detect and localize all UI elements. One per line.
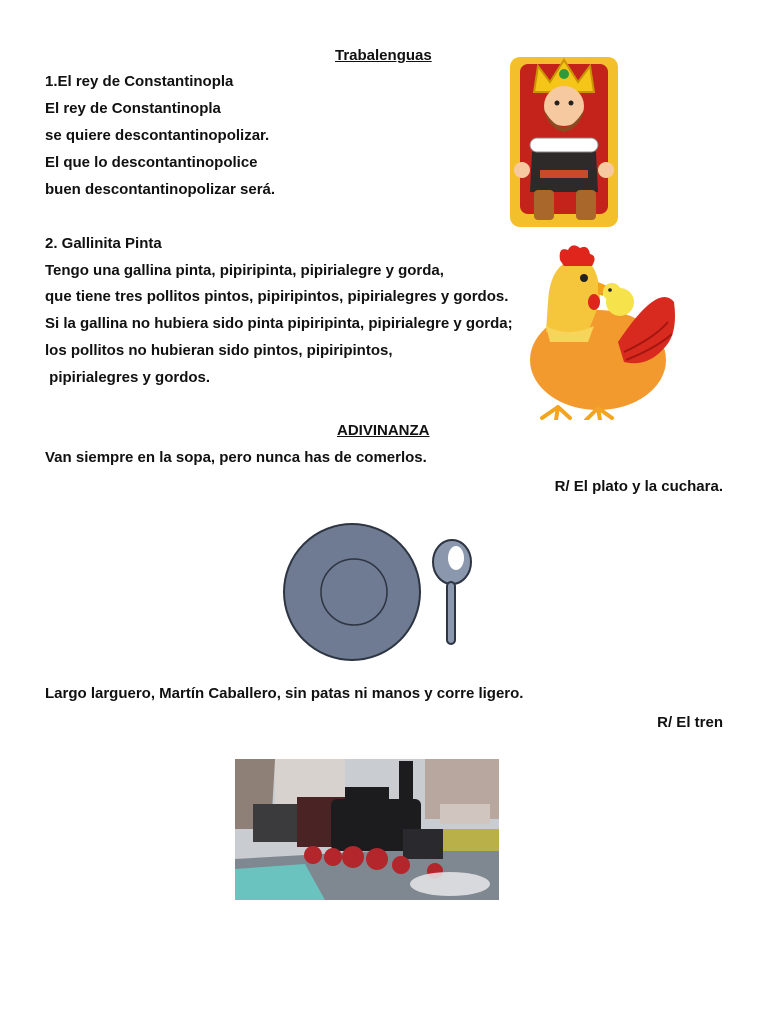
- plate-and-spoon-illustration: [280, 520, 480, 665]
- twister-1-line: 1.El rey de Constantinopla: [45, 73, 234, 90]
- twister-2-title: 2. Gallinita Pinta: [45, 235, 162, 252]
- twister-2-line: Tengo una gallina pinta, pipiripinta, pipirialegre y gorda,: [45, 262, 444, 279]
- train-photo: [235, 759, 499, 900]
- tongue-twisters-heading: Trabalenguas: [335, 47, 432, 64]
- twister-1-line: El que lo descontantinopolice: [45, 154, 258, 171]
- riddle-1-question: Van siempre en la sopa, pero nunca has de comerlos.: [45, 449, 427, 466]
- twister-2-line: que tiene tres pollitos pintos, pipiripintos, pipirialegres y gordos.: [45, 288, 509, 305]
- riddles-heading: ADIVINANZA: [337, 422, 430, 439]
- riddle-1-answer: R/ El plato y la cuchara.: [554, 478, 723, 495]
- riddle-2-answer: R/ El tren: [657, 714, 723, 731]
- twister-1-line: El rey de Constantinopla: [45, 100, 221, 117]
- king-illustration: [500, 52, 628, 232]
- twister-2-line: los pollitos no hubieran sido pintos, pipiripintos,: [45, 342, 393, 359]
- twister-1-line: se quiere descontantinopolizar.: [45, 127, 270, 144]
- twister-2-line: Si la gallina no hubiera sido pinta pipiripinta, pipirialegre y gorda;: [45, 315, 513, 332]
- twister-1-line: buen descontantinopolizar será.: [45, 181, 276, 198]
- riddle-2-question: Largo larguero, Martín Caballero, sin patas ni manos y corre ligero.: [45, 685, 524, 702]
- hen-illustration: [528, 242, 678, 420]
- twister-2-line: pipirialegres y gordos.: [45, 369, 211, 386]
